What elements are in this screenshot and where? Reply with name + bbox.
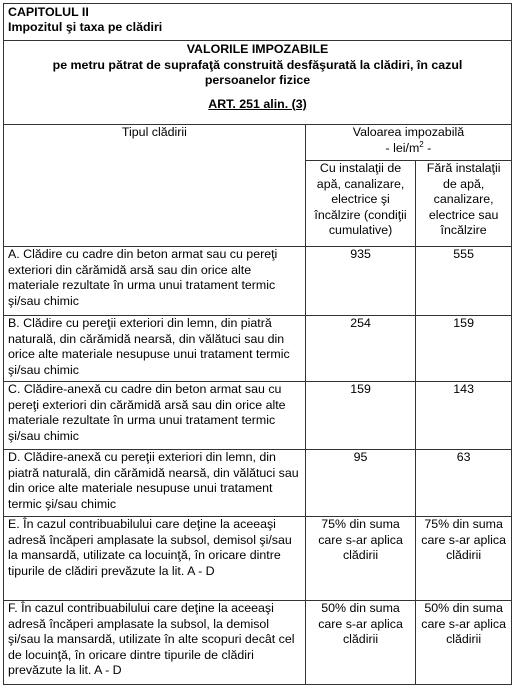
title-line2: pe metru pătrat de suprafaţă construită desfăşurată la clădiri, în cazul persoanelor fizice (52, 57, 463, 87)
title-row (4, 41, 512, 125)
row-type: D. Clădire-anexă cu pereţii exteriori din lemn, din piatră naturală, din cărămidă nearsă, din vălătuci sau din orice alte materiale nesupuse unui tratament termic şi/sau chimic (4, 450, 306, 517)
article-reference: ART. 251 alin. (3) (208, 96, 307, 111)
unit-suffix: - (423, 140, 432, 155)
row-value-without: 75% din suma care s-ar aplica clădirii (416, 517, 512, 601)
row-value-with: 159 (305, 382, 415, 450)
col-header-value-label: Valoarea impozabilă (352, 125, 465, 139)
row-value-with: 935 (305, 247, 415, 316)
document-frame (3, 3, 512, 697)
row-value-with: 75% din suma care s-ar aplica clădirii (305, 517, 415, 601)
row-type: B. Clădire cu pereţii exteriori din lemn, din piatră naturală, din cărămidă nearsă, din vălătuci sau din orice alte materiale nesupuse unui tratament termic şi/sau chimic (4, 316, 306, 382)
tax-table (3, 3, 512, 685)
row-value-without: 50% din suma care s-ar aplica clădirii (416, 601, 512, 685)
subheader-with-installations: Cu instalaţii de apă, canalizare, electrice şi încălzire (condiţii cumulative) (305, 161, 415, 247)
row-type: C. Clădire-anexă cu cadre din beton armat sau cu pereţi exteriori din cărămidă arsă sau din orice alte materiale rezultate în urma unui tratament termic şi/sau chimic (4, 382, 306, 450)
row-value-without: 159 (416, 316, 512, 382)
table-row (4, 450, 512, 517)
row-value-without: 555 (416, 247, 512, 316)
row-type: E. În cazul contribuabilului care deţine la aceeaşi adresă încăperi amplasate la subsol, demisol şi/sau la mansardă, utilizate ca locuinţă, în oricare dintre tipurile de clădiri prevăzute la lit. A - D (4, 517, 306, 601)
row-value-without: 143 (416, 382, 512, 450)
unit-label (310, 141, 507, 157)
chapter-row (4, 4, 512, 41)
row-type: F. În cazul contribuabilului care deţine la aceeaşi adresă încăperi amplasate la subsol, la demisol şi/sau la mansardă, utilizate în alte scopuri decât cel de locuinţă, în oricare dintre tipurile de clădiri prevăzute la lit. A - D (4, 601, 306, 685)
row-value-with: 254 (305, 316, 415, 382)
col-header-type-label: Tipul clădirii (121, 125, 187, 139)
chapter-subtitle: Impozitul şi taxa pe clădiri (8, 20, 163, 34)
row-value-with: 50% din suma care s-ar aplica clădirii (305, 601, 415, 685)
chapter-label: CAPITOLUL II (8, 5, 89, 19)
unit-prefix: - lei/m (385, 140, 420, 155)
chapter-header (4, 4, 512, 41)
unit-exponent: 2 (419, 139, 424, 149)
title-line1: VALORILE IMPOZABILE (186, 42, 329, 56)
row-type: A. Clădire cu cadre din beton armat sau cu pereţi exteriori din cărămidă arsă sau din orice alte materiale rezultate în urma unui tratament termic şi/sau chimic (4, 247, 306, 316)
table-row (4, 382, 512, 450)
col-header-type (4, 125, 306, 247)
subheader-without-installations: Fără instalaţii de apă, canalizare, electrice sau încălzire (416, 161, 512, 247)
table-row (4, 247, 512, 316)
section-title (4, 41, 512, 125)
table-row (4, 517, 512, 601)
table-row (4, 316, 512, 382)
header-row (4, 125, 512, 161)
table-row (4, 601, 512, 685)
row-value-without: 63 (416, 450, 512, 517)
row-value-with: 95 (305, 450, 415, 517)
col-header-value (305, 125, 511, 161)
